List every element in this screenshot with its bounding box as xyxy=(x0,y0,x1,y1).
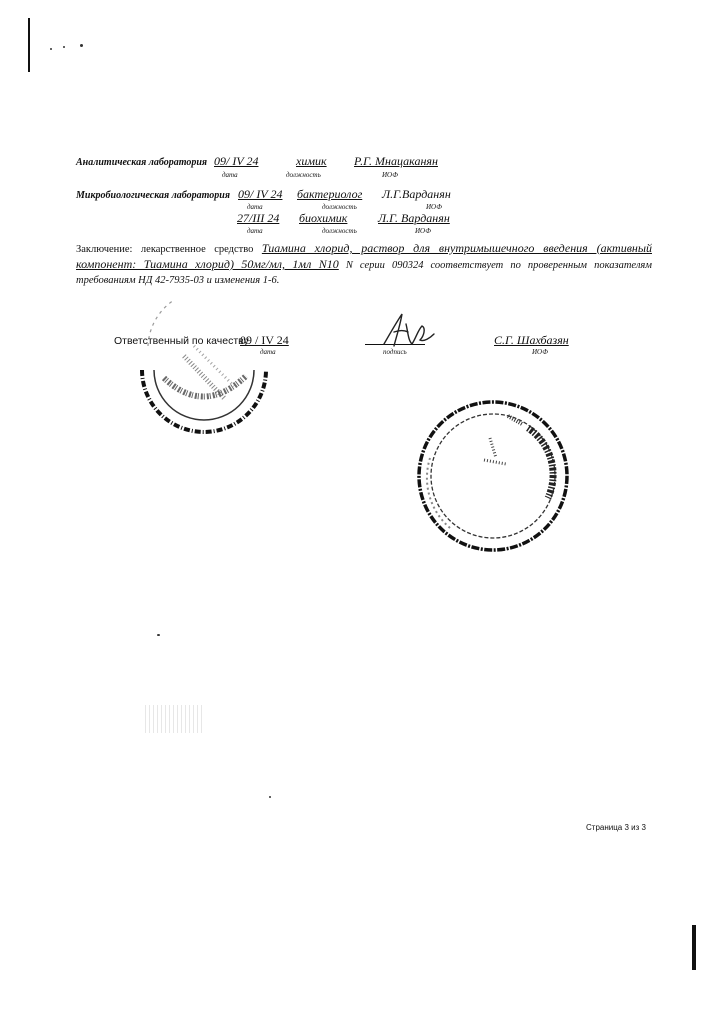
lab-name-microbiology: Микробиологическая лаборатория xyxy=(76,190,231,201)
conclusion-paragraph xyxy=(76,241,652,288)
responsible-label: Ответственный по качеству xyxy=(114,335,249,347)
responsible-date: 09 / IV 24 xyxy=(240,333,289,347)
lab-person-biochem: Л.Г. Варданян xyxy=(378,211,450,225)
caption-date: дата xyxy=(247,203,263,211)
lab-person-analytical: Р.Г. Мнацаканян xyxy=(354,154,438,168)
caption-name: ИОФ xyxy=(532,348,548,356)
caption-position: должность xyxy=(322,227,357,235)
caption-position: должность xyxy=(286,171,321,179)
lab-date-analytical: 09/ IV 24 xyxy=(214,154,259,168)
caption-name: ИОФ xyxy=(415,227,431,235)
caption-name: ИОФ xyxy=(426,203,442,211)
caption-date: дата xyxy=(222,171,238,179)
scan-speck xyxy=(80,44,83,47)
responsible-person: С.Г. Шахбазян xyxy=(494,333,569,347)
conclusion-prefix: Заключение: лекарственное средство xyxy=(76,244,262,255)
conclusion-product: Тиамина хлорид, раствор для внутримышечного введения (активный компонент: Тиамина хлорид) 50мг/мл, 1мл N10 xyxy=(76,241,652,271)
lab-position-analytical: химик xyxy=(296,154,327,168)
caption-position: должность xyxy=(322,203,357,211)
caption-signature: подпись xyxy=(383,348,407,356)
lab-date-microbiology: 09/ IV 24 xyxy=(238,187,283,201)
page-number: Страница 3 из 3 xyxy=(586,823,646,832)
handwritten-signature xyxy=(378,312,438,348)
scan-edge-right xyxy=(692,925,696,970)
scan-noise-smudge xyxy=(145,705,205,733)
caption-name: ИОФ xyxy=(382,171,398,179)
stamp-seal-right xyxy=(410,398,576,554)
scan-speck xyxy=(63,46,65,48)
lab-person-microbiology: Л.Г.Варданян xyxy=(382,187,451,201)
scan-speck xyxy=(50,48,52,50)
caption-date: дата xyxy=(247,227,263,235)
scan-speck xyxy=(269,796,271,798)
stamp-seal-left xyxy=(134,286,274,416)
conclusion-suffix: N серии 090324 соответствует по проверенным показателям требованиям НД 42-7935-03 и изменения 1-6. xyxy=(76,260,652,286)
caption-date: дата xyxy=(260,348,276,356)
lab-position-biochem: биохимик xyxy=(299,211,348,225)
lab-position-microbiology: бактериолог xyxy=(297,187,363,201)
scan-speck xyxy=(157,634,160,636)
lab-date-biochem: 27/III 24 xyxy=(237,211,280,225)
lab-name-analytical: Аналитическая лаборатория xyxy=(76,157,208,168)
scan-edge-left xyxy=(28,18,30,72)
